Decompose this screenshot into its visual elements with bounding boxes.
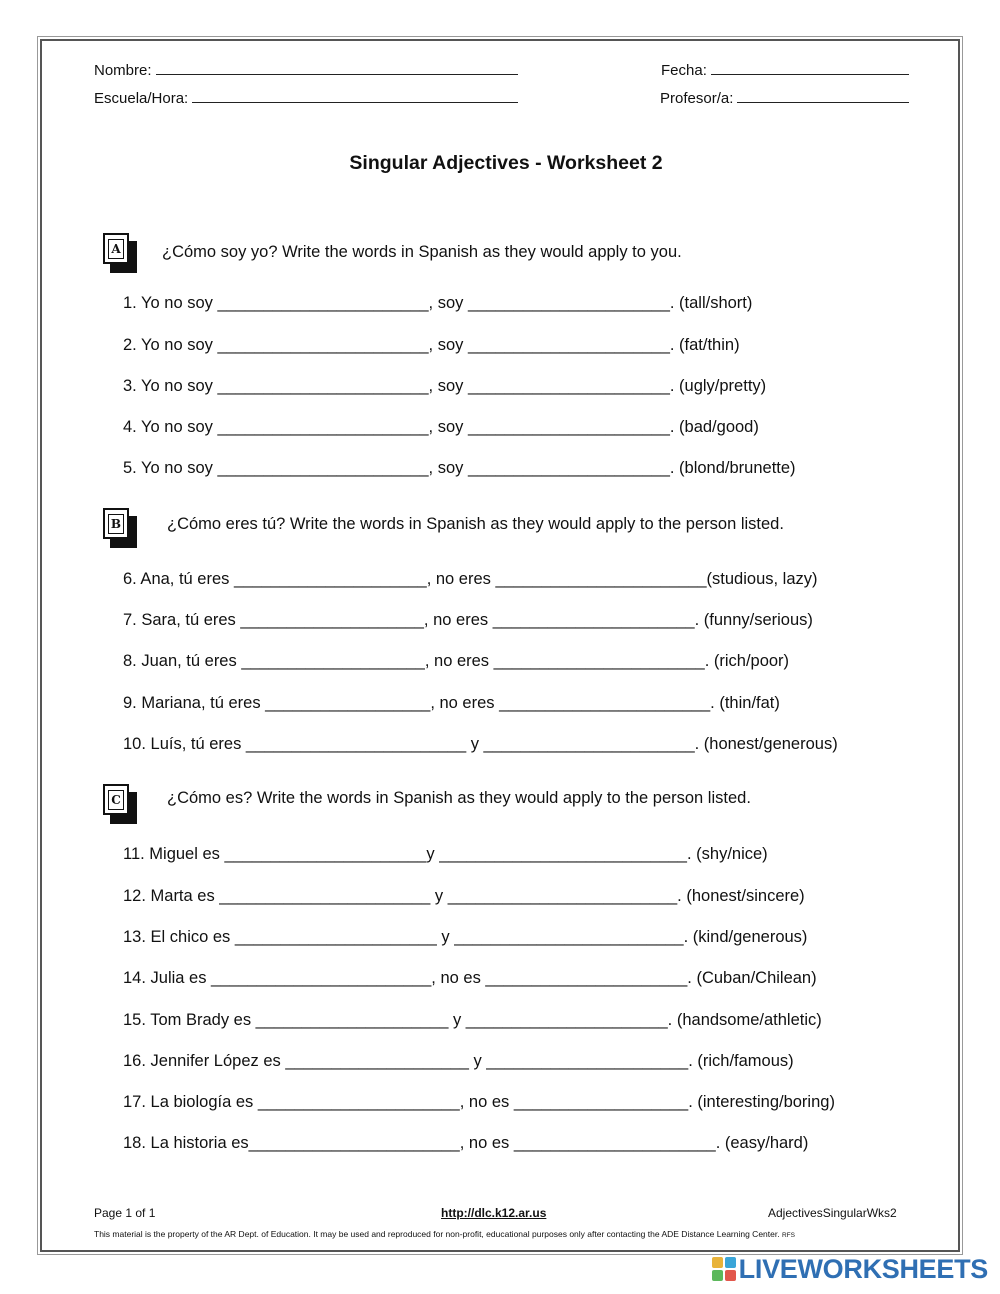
question-17[interactable]: 17. La biología es ______________________, no es ___________________. (interesting/boring) xyxy=(123,1093,835,1111)
section-c-instruction: ¿Cómo es? Write the words in Spanish as they would apply to the person listed. xyxy=(167,789,751,807)
question-4[interactable]: 4. Yo no soy _______________________, soy ______________________. (bad/good) xyxy=(123,418,759,436)
footer-link[interactable]: http://dlc.k12.ar.us xyxy=(441,1206,547,1220)
question-16[interactable]: 16. Jennifer López es ____________________ y ______________________. (rich/famous) xyxy=(123,1052,794,1070)
question-10[interactable]: 10. Luís, tú eres ________________________ y _______________________. (honest/generous) xyxy=(123,735,838,753)
question-15[interactable]: 15. Tom Brady es _____________________ y ______________________. (handsome/athletic) xyxy=(123,1011,822,1029)
document-code: AdjectivesSingularWks2 xyxy=(768,1206,897,1220)
fecha-label: Fecha: xyxy=(661,62,707,79)
escuela-label: Escuela/Hora: xyxy=(94,90,189,107)
question-14[interactable]: 14. Julia es ________________________, no es ______________________. (Cuban/Chilean) xyxy=(123,969,817,987)
escuela-blank[interactable] xyxy=(192,88,518,103)
legal-tag: RFS xyxy=(781,1232,795,1239)
profesor-field[interactable] xyxy=(660,88,909,107)
profesor-label: Profesor/a: xyxy=(660,90,734,107)
legal-notice: This material is the property of the AR Dept. of Education. It may be used and reproduced for non-profit, educational purposes only after contacting the ADE Distance Learning Center. RFS xyxy=(94,1229,795,1239)
question-12[interactable]: 12. Marta es _______________________ y _________________________. (honest/sincere) xyxy=(123,887,805,905)
question-3[interactable]: 3. Yo no soy _______________________, soy ______________________. (ugly/pretty) xyxy=(123,377,767,395)
page-number: Page 1 of 1 xyxy=(94,1206,156,1220)
section-c-badge: C xyxy=(103,784,137,824)
question-9[interactable]: 9. Mariana, tú eres __________________, no eres _______________________. (thin/fat) xyxy=(123,694,780,712)
question-1[interactable]: 1. Yo no soy _______________________, soy ______________________. (tall/short) xyxy=(123,294,753,312)
page-title: Singular Adjectives - Worksheet 2 xyxy=(349,152,663,174)
section-b-instruction: ¿Cómo eres tú? Write the words in Spanish as they would apply to the person listed. xyxy=(167,515,784,533)
question-13[interactable]: 13. El chico es ______________________ y _________________________. (kind/generous) xyxy=(123,928,808,946)
nombre-label: Nombre: xyxy=(94,62,152,79)
question-6[interactable]: 6. Ana, tú eres _____________________, no eres _______________________(studious, lazy) xyxy=(123,570,818,588)
question-18[interactable]: 18. La historia es_______________________, no es ______________________. (easy/hard) xyxy=(123,1134,809,1152)
brand-name: LIVEWORKSHEETS xyxy=(738,1253,988,1284)
nombre-field[interactable] xyxy=(94,60,518,79)
fecha-blank[interactable] xyxy=(711,60,909,75)
nombre-blank[interactable] xyxy=(156,60,518,75)
profesor-blank[interactable] xyxy=(737,88,909,103)
liveworksheets-brand xyxy=(712,1254,988,1284)
escuela-field[interactable] xyxy=(94,88,518,107)
liveworksheets-logo-icon xyxy=(712,1257,736,1281)
question-5[interactable]: 5. Yo no soy _______________________, soy ______________________. (blond/brunette) xyxy=(123,459,796,477)
section-b-badge: B xyxy=(103,508,137,548)
question-11[interactable]: 11. Miguel es ______________________y ___________________________. (shy/nice) xyxy=(123,845,768,863)
fecha-field[interactable] xyxy=(661,60,909,79)
question-8[interactable]: 8. Juan, tú eres ____________________, no eres _______________________. (rich/poor) xyxy=(123,652,790,670)
question-7[interactable]: 7. Sara, tú eres ____________________, no eres ______________________. (funny/serious) xyxy=(123,611,813,629)
question-2[interactable]: 2. Yo no soy _______________________, soy ______________________. (fat/thin) xyxy=(123,336,740,354)
section-a-instruction: ¿Cómo soy yo? Write the words in Spanish as they would apply to you. xyxy=(162,243,682,261)
section-a-badge: A xyxy=(103,233,137,273)
